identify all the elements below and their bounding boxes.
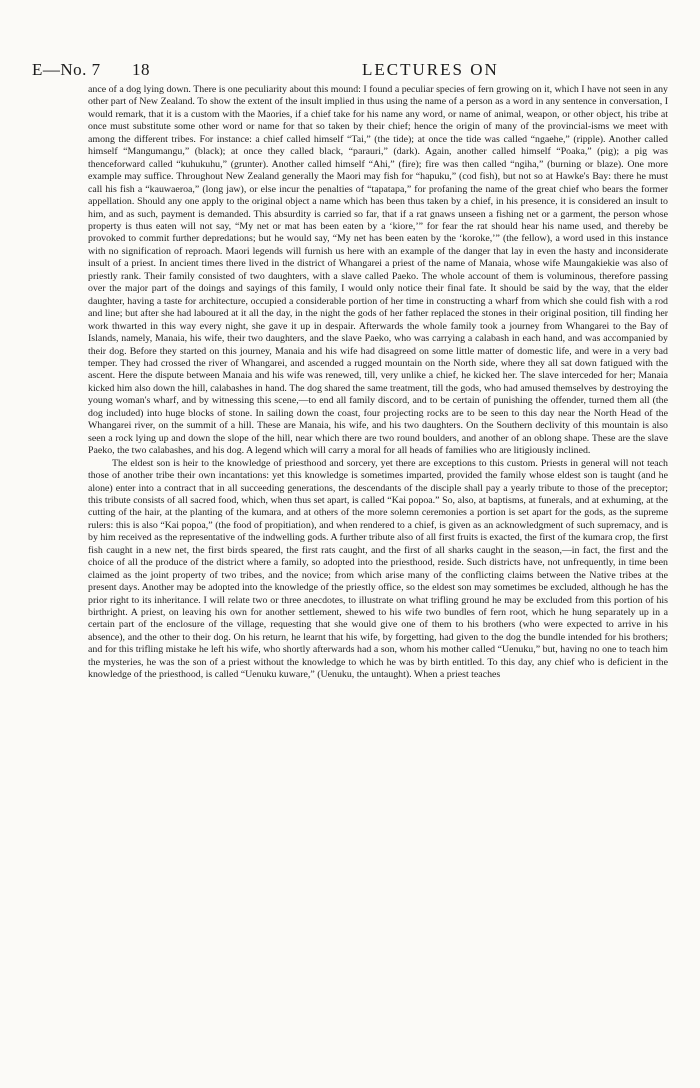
page-number: 18 xyxy=(132,60,150,79)
document-code: E—No. 7 xyxy=(32,60,101,79)
running-title: LECTURES ON xyxy=(362,60,499,79)
paragraph-1: ance of a dog lying down. There is one peculiarity about this mound: I found a peculiar species of fern growing on it, which I have not seen in any other part of New Zealand. To show the extent of the insult implied in thus using the name of a person as a word in any sentence in conversation, I would remark, that it is a custom with the Maories, if a chief take for his name any word, or name of animal, weapon, or other object, his tribe at once must substitute some other word or name for that so taken by their chief; hence the origin of many of the provincial-isms we meet with among the different tribes. For instance: a chief called himself “Tai,” (the tide); at once the tide was called “ngaehe,” (ripple). Another called himself “Mangumangu,” (black); at once they called black, “parauri,” (dark). Again, another called himself “Poaka,” (pig); a pig was thenceforward called “kuhukuhu,” (grunter). Another called himself “Ahi,” (fire); fire was then called “ngiha,” (burning or blaze). One more example may suffice. Throughout New Zealand generally the Maori may fish for “hapuku,” (cod fish), but not so at Hawke's Bay: there he must call his fish a “kauwaeroa,” (long jaw), or else incur the penalties of “tapatapa,” for profaning the name of the great chief who bears the former appellation. Should any one apply to the original object a name which has been thus taken by a chief, in his presence, it is considered an insult to him, and as such, payment is demanded. This absurdity is carried so far, that if a rat gnaws unseen a fishing net or a garment, the person whose property is thus eaten will not say, “My net or mat has been eaten by a ‘kiore,’” for fear the rat should hear his name used, and thereby be provoked to commit further depredations; but he would say, “My net has been eaten by the ‘koroke,’” (the fellow), a word used in this instance with no signification of reproach. Maori legends will furnish us here with an example of the danger that lay in even the hasty and inconsiderate insult of a priest. In ancient times there lived in the district of Whangarei a priest of the name of Manaia, whose wife Maungakiekie was also of priestly rank. Their family consisted of two daughters, with a slave called Paeko. The whole account of them is voluminous, therefore passing over the major part of the doings and sayings of this family, I would only notice their final fate. It should be said by the way, that the elder daughter, having a taste for architecture, occupied a considerable portion of her time in constructing a wharf from which she could fish with a rod and line; but after she had laboured at it all the day, in the night the gods of her father replaced the stones in their original position, till finding her work thwarted in this way every night, she gave it up in despair. Afterwards the whole family took a journey from Whangarei to the Bay of Islands, namely, Manaia, his wife, their two daughters, and the slave Paeko, who was carrying a calabash in each hand, and was accompanied by their dog. Before they started on this journey, Manaia and his wife had disagreed on some little matter of domestic life, and were in a very bad temper. They had crossed the river of Whangarei, and ascended a rugged mountain on the North side, where they all sat down fatigued with the ascent. Here the dispute between Manaia and his wife was renewed, till, very unlike a chief, he kicked her. The slave interceded for her; Manaia kicked him also down the hill, calabashes in hand. The dog shared the same treatment, till the gods, who had amused themselves by destroying the young woman's wharf, and by witnessing this scene,—to end all family discord, and to be certain of punishing the offender, turned them all (the dog included) into huge blocks of stone. In sailing down the coast, four projecting rocks are to be seen to this day near the North Head of the Whangarei river, on the summit of a hill. These are Manaia, his wife, and his two daughters. On the Southern declivity of this mountain is also seen a rock lying up and down the slope of the hill, near which there are two round boulders, and another of an oblong shape. These are the slave Paeko, the two calabashes, and his dog. A legend which will carry a moral for all heads of families who are litigiously inclined. xyxy=(88,84,668,457)
running-head xyxy=(32,60,672,82)
paragraph-2: The eldest son is heir to the knowledge of priesthood and sorcery, yet there are exceptions to this custom. Priests in general will not teach those of another tribe their own incantations: yet this knowledge is sometimes imparted, provided the family whose eldest son is taught (and he alone) enter into a contract that in all succeeding generations, the descendants of the disciple shall pay a yearly tribute to those of the preceptor; this tribute consists of all sacred food, which, when thus set apart, is called “Kai popoa.” So, also, at baptisms, at funerals, and at exhuming, at the cutting of the hair, at the planting of the kumara, and at others of the more solemn ceremonies a portion is set apart for the gods, as the supreme rulers: this is also “Kai popoa,” (the food of propitiation), and when rendered to a chief, is given as an acknowledgment of such supremacy, and is by him received as the representative of the indwelling gods. A further tribute also of all first fruits is exacted, the first of the kumara crop, the first fish caught in a new net, the first birds speared, the first rats caught, and the first of all sharks caught in the season,—in fact, the first and the choice of all the produce of the district where a family, so adopted into the priesthood, reside. Such districts have, not unfrequently, in time been claimed as the joint property of two tribes, and the novice; from which arise many of the conflicting claims between the Native tribes at the present days. Another may be adopted into the knowledge of the priestly office, so the eldest son may sometimes be excluded, although he has the prior right to its inheritance. I will relate two or three anecdotes, to illustrate on what trifling ground he may be excluded from this portion of his birthright. A priest, on leaving his own for another settlement, shewed to his wife two bundles of fern root, which he hung separately up in a certain part of the enclosure of the village, requesting that she would give one of them to his brothers (who were expected to arrive in his absence), and the other to their dog. On his return, he learnt that his wife, by forgetting, had given to the dog the bundle intended for his brothers; and for this trifling mistake he left his wife, who shortly afterwards had a son, whom his mother called “Uenuku,” but, having no one to teach him the mysteries, he was the son of a priest without the knowledge to which he was by birth entitled. To this day, any chief who is deficient in the knowledge of the priesthood, is called “Uenuku kuware,” (Uenuku, the untaught). When a priest teaches xyxy=(88,457,668,681)
body-text xyxy=(88,84,668,682)
